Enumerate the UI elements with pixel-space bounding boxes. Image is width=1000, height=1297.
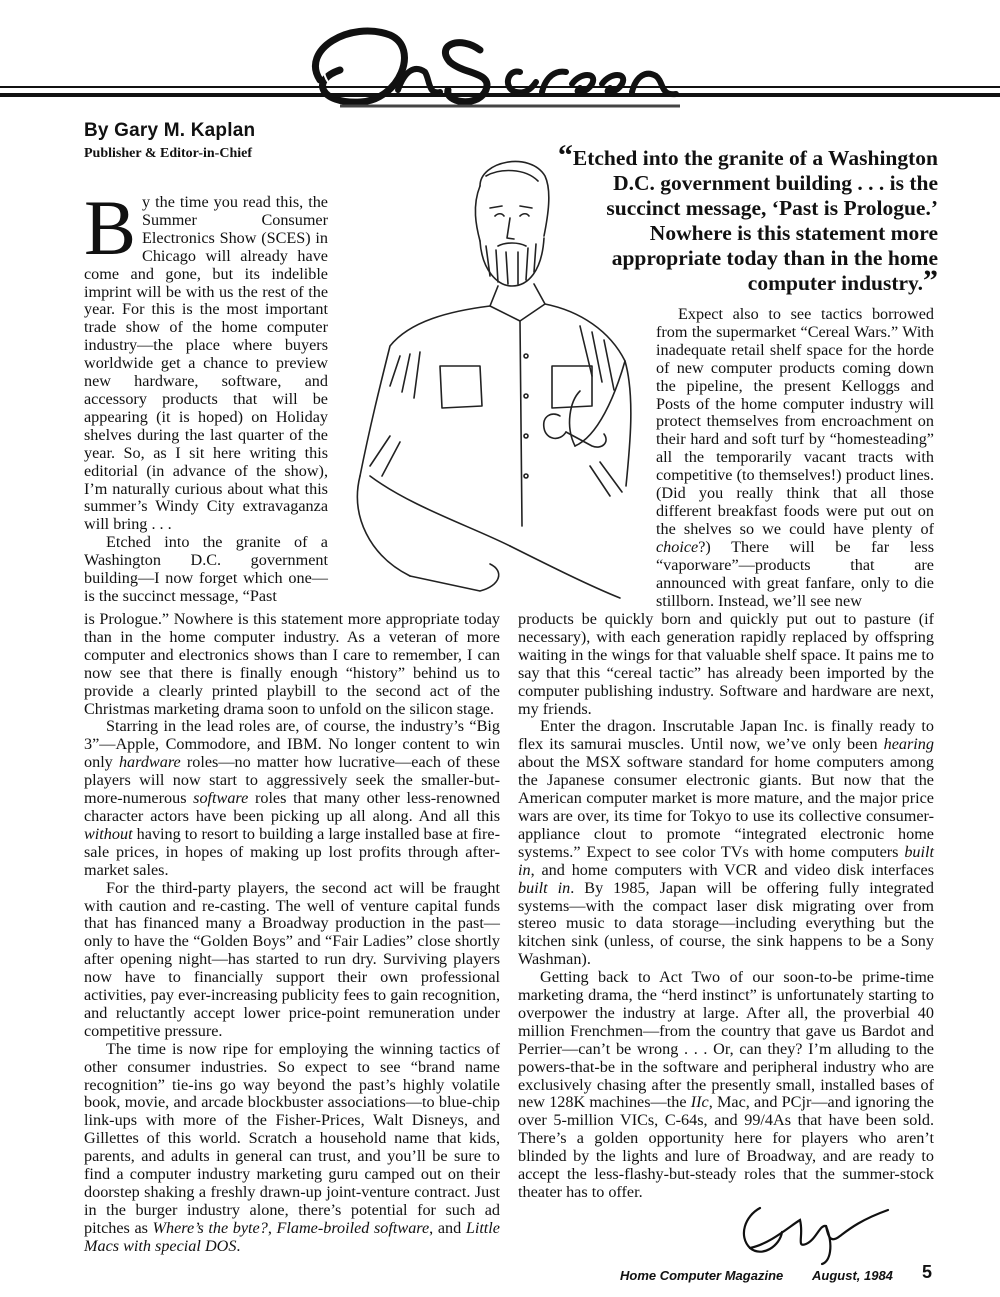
italic-run: without	[84, 824, 133, 843]
article-paragraph	[84, 184, 328, 534]
author-title: Publisher & Editor-in-Chief	[84, 146, 253, 161]
italic-run: built in	[518, 878, 571, 897]
close-quote-mark: ”	[923, 264, 938, 297]
text-run: .	[236, 1236, 241, 1255]
text-run: Expect also to see tactics borrowed from the supermarket “Cereal Wars.” With inadequate retail shelf space for the horde of new computer products coming down the pipeline, the present Kelloggs and Posts of the home computer industry will protect themselves from encroachment on their hard and soft turf by “homesteading” all the temporarily vacant tracts with competitive (to themselves!) product lines. (Did you really think that all those different breakfast foods were put out on the shelves so we could have plenty of	[656, 305, 934, 538]
footer-magazine-name: Home Computer Magazine	[620, 1268, 784, 1283]
page-number: 5	[922, 1262, 933, 1282]
text-run: The time is now ripe for employing the winning tactics of other consumer industries. So expect to see “brand name recognition” tie-ins go way beyond the past’s highly volatile book, movie, and arcade blockbuster associations—to blue-chip link-ups with more of the Fisher-Prices, Walt Disneys, and Gillettes of this world. Scratch a household name that kids, parents, and adults in general can trust, and you’ll be sure to find a computer industry marketing guru camped out on their doorstep shaking a freshly drawn-up joint-venture contract. Just in the burger industry alone, there’s potential for such ad pitches as	[84, 1039, 500, 1237]
italic-run: Little Macs with special DOS	[84, 1218, 500, 1255]
drop-cap: B	[84, 184, 137, 271]
article-paragraph: is Prologue.” Nowhere is this statement more appropriate today than in the home computer industry. As a veteran of more computer and electronics shows than I care to remember, I can now see that there is finally enough “history” behind us to provide a clearly printed playbill to the second act of the Christmas marketing drama soon to unfold on the silicon stage.	[84, 610, 500, 718]
italic-run: IIc	[690, 1093, 709, 1112]
italic-run: hardware	[118, 753, 181, 772]
italic-run: hearing	[883, 735, 934, 754]
text-run: ?) There will be far less “vaporware”—products that are announced with great fanfare, only to die stillborn. Instead, we’ll see new	[656, 537, 934, 610]
text-run: ,	[267, 1218, 277, 1237]
right-upper-column	[656, 306, 934, 610]
italic-run: software	[193, 789, 249, 808]
text-run: having to resort to building a large installed base at fire-sale prices, in hopes of making up lost profits through after-market sales.	[84, 824, 500, 879]
text-run: . By 1985, Japan will be offering fully integrated systems—with the compact laser disk migrating over from stereo music to data storage—including everything but the kitchen sink (unless, of course, the sink happens to be a Sony Washman).	[518, 878, 934, 969]
article-paragraph: products be quickly born and quickly put out to pasture (if necessary), with each generation rapidly replaced by offspring waiting in the wings for that valuable shelf space. It pains me to say that this “cereal tactic” has already been imported by the computer publishing industry. Software and hardware are next, my friends.	[518, 610, 934, 718]
author-signature	[730, 1196, 900, 1266]
text-run: , and home computers with VCR and video disk interfaces	[530, 860, 934, 879]
author-name: By Gary M. Kaplan	[84, 120, 256, 141]
intro-column	[84, 184, 328, 606]
open-quote-mark: “	[557, 139, 573, 172]
text-run: Starring in the lead roles are, of course, the industry’s “Big 3”—Apple, Commodore, and IBM. No longer content to win only	[84, 717, 500, 772]
italic-run: Where’s the byte?	[152, 1218, 268, 1237]
article-paragraph	[84, 1041, 500, 1256]
text-run: , and	[429, 1218, 466, 1237]
article-paragraph: For the third-party players, the second act will be fraught with caution and re-casting. The well of venture capital funds that has financed many a Broadway production in the past—only to have the “Golden Boys” and “Fair Ladies” close shortly after opening night—has started to run dry. Surviving players now have to financially support their own professional activities, pay ever-increasing publicity fees to gain recognition, and reluctantly accept lower price-point remuneration under competitive pressure.	[84, 878, 500, 1040]
text-run: Getting back to Act Two of our soon-to-be prime-time marketing drama, the “herd instinct” is unfortunately starting to overpower the industry at large. After all, the proverbial 40 million Frenchmen—from the country that gave us Bardot and Perrier—can’t be wrong . . . Or, can they? I’m alluding to the powers-that-be in the software and peripheral industry who are exclusively chasing after the presently small, installed bases of new 128K machines—the	[518, 968, 934, 1112]
text-run: , Mac, and PCjr—and ignoring the over 5-million VICs, C-64s, and 99/4As that have been sold. There’s a golden opportunity here for players who aren’t blinded by the lights and lure of Broadway, and are ready to accept the less-flashy-but-steady roles that the summer-stock theater has to offer.	[518, 1093, 934, 1201]
text-run: roles that many other less-renowned character actors have been picking up all along. And all this	[84, 789, 500, 825]
right-column	[518, 611, 934, 1202]
left-column	[84, 611, 500, 1256]
intro-text: y the time you read this, the Summer Consumer Electronics Show (SCES) in Chicago will already have come and gone, but its indelible imprint will be with us the rest of the year. For this is the most important trade show of the home computer industry—the place where buyers worldwide get a chance to preview new hardware, software, and accessory products that will be appearing (it is hoped) on Holiday shelves during the last quarter of the year. So, as I sit here writing this editorial (in advance of the show), I’m naturally curious about what this summer’s Windy City extravaganza will bring . . .	[84, 193, 328, 534]
article-paragraph	[656, 306, 934, 610]
pull-quote-text: Etched into the granite of a Washington D.C. government building . . . is the succinct message, ‘Past is Prologue.’ Nowhere is this statement more appropriate today than in the home computer industry.	[572, 146, 938, 295]
article-paragraph	[84, 718, 500, 879]
article-paragraph	[518, 718, 934, 969]
footer-issue-date: August, 1984	[812, 1268, 893, 1283]
text-run: Enter the dragon. Inscrutable Japan Inc. is finally ready to flex its samurai muscles. Until now, we’ve only been	[518, 717, 934, 754]
italic-run: choice	[656, 537, 699, 556]
text-run: roles—no matter how lucrative—each of these players will now start to aggressively seek the smaller-but-more-numerous	[84, 753, 500, 808]
article-paragraph	[518, 969, 934, 1202]
article-paragraph: Etched into the granite of a Washington D.C. government building—I now forget which one—is the succinct message, “Past	[84, 533, 328, 605]
text-run: about the MSX software standard for home computers among the Japanese consumer electronic giants. But now that the American computer market is more mature, and the major price wars are over, its time for Tokyo to use its collective consumer-appliance clout to promote “integrated electronic home systems.” Expect to see color TVs with home computers	[518, 753, 934, 861]
italic-run: built in	[518, 842, 934, 879]
author-portrait-illustration	[330, 146, 660, 616]
italic-run: Flame-broiled software	[276, 1218, 430, 1237]
masthead-logo	[280, 10, 700, 122]
